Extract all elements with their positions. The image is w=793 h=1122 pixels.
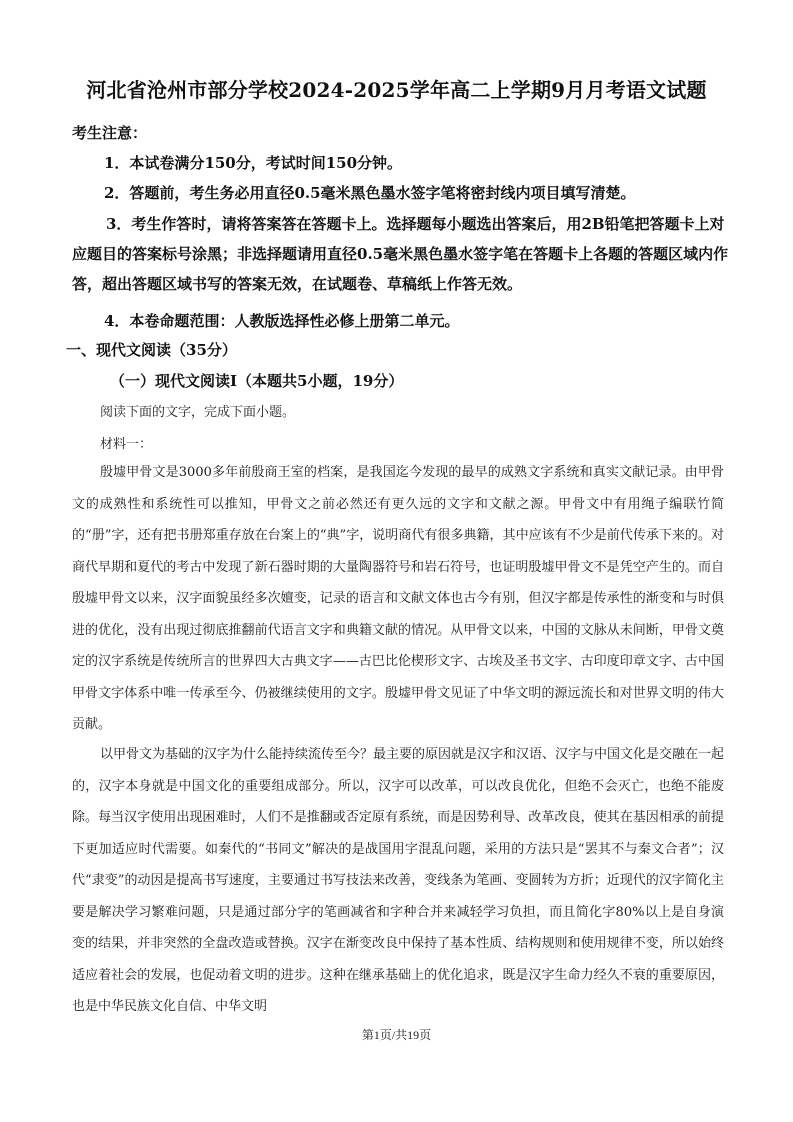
notice-item-1: 1．本试卷满分150分，考试时间150分钟。 (104, 154, 403, 172)
material-paragraph-1: 殷墟甲骨文是3000多年前殷商王室的档案，是我国迄今发现的最早的成熟文字系统和真实文献记录。由甲骨文的成熟性和系统性可以推知，甲骨文之前必然还有更久远的文字和文献之源。甲骨文中有用绳子编联竹简的“册”字，还有把书册郑重存放在台案上的“典”字，说明商代有很多典籍，其中应该有不少是前代传承下来的。对商代早期和夏代的考古中发现了新石器时期的大量陶器符号和岩石符号，也证明殷墟甲骨文不是凭空产生的。而自殷墟甲骨文以来，汉字面貌虽经多次嬗变，记录的语言和文献文体也古今有别，但汉字都是传承性的渐变和与时俱进的优化，没有出现过彻底推翻前代语言文字和典籍文献的情况。从甲骨文以来，中国的文脉从未间断，甲骨文奠定的汉字系统是传统所言的世界四大古典文字——古巴比伦楔形文字、古埃及圣书文字、古印度印章文字、古中国甲骨文字体系中唯一传承至今、仍被继续使用的文字。殷墟甲骨文见证了中华文明的源远流长和对世界文明的伟大贡献。 (72, 465, 724, 732)
material-paragraph-2: 以甲骨文为基础的汉字为什么能持续流传至今？最主要的原因就是汉字和汉语、汉字与中国文化是交融在一起的，汉字本身就是中国文化的重要组成部分。所以，汉字可以改革，可以改良优化，但绝不会灭亡，也绝不能废除。每当汉字使用出现困难时，人们不是推翻或否定原有系统，而是因势利导、改革改良，使其在基因相承的前提下更加适应时代需要。如秦代的“书同文”解决的是战国用字混乱问题，采用的方法只是“罢其不与秦文合者”；汉代“隶变”的动因是提高书写速度，主要通过书写技法来改善，变线条为笔画、变圆转为方折；近现代的汉字简化主要是解决学习繁难问题，只是通过部分字的笔画减省和字种合并来减轻学习负担，而且简化字80%以上是自身演变的结果，并非突然的全盘改造或替换。汉字在渐变改良中保持了基本性质、结构规则和使用规律不变，所以始终适应着社会的发展，也促动着文明的进步。这种在继承基础上的优化追求，既是汉字生命力经久不衰的重要原因，也是中华民族文化自信、中华文明 (72, 747, 725, 1014)
reading-instruction: 阅读下面的文字，完成下面小题。 (100, 405, 296, 420)
material-label: 材料一： (100, 437, 153, 452)
notice-item-2: 2．答题前，考生务必用直径0.5毫米黑色墨水签字笔将密封线内项目填写清楚。 (104, 184, 636, 202)
subsection-heading: （一）现代文阅读Ⅰ（本题共5小题，19分） (110, 372, 404, 390)
exam-title: 河北省沧州市部分学校2024-2025学年高二上学期9月月考语文试题 (86, 78, 707, 102)
notice-item-4: 4．本卷命题范围：人教版选择性必修上册第二单元。 (104, 312, 460, 330)
page-number: 第1页/共19页 (361, 1028, 432, 1042)
notice-item-3: 3．考生作答时，请将答案答在答题卡上。选择题每小题选出答案后，用2B铅笔把答题卡上对应题目的答案标号涂黑；非选择题请用直径0.5毫米黑色墨水签字笔在答题卡上各题的答题区域内作答，超出答题区域书写的答案无效，在试题卷、草稿纸上作答无效。 (72, 215, 729, 293)
notice-heading: 考生注意： (72, 124, 148, 142)
section-heading: 一、现代文阅读（35分） (66, 341, 237, 359)
